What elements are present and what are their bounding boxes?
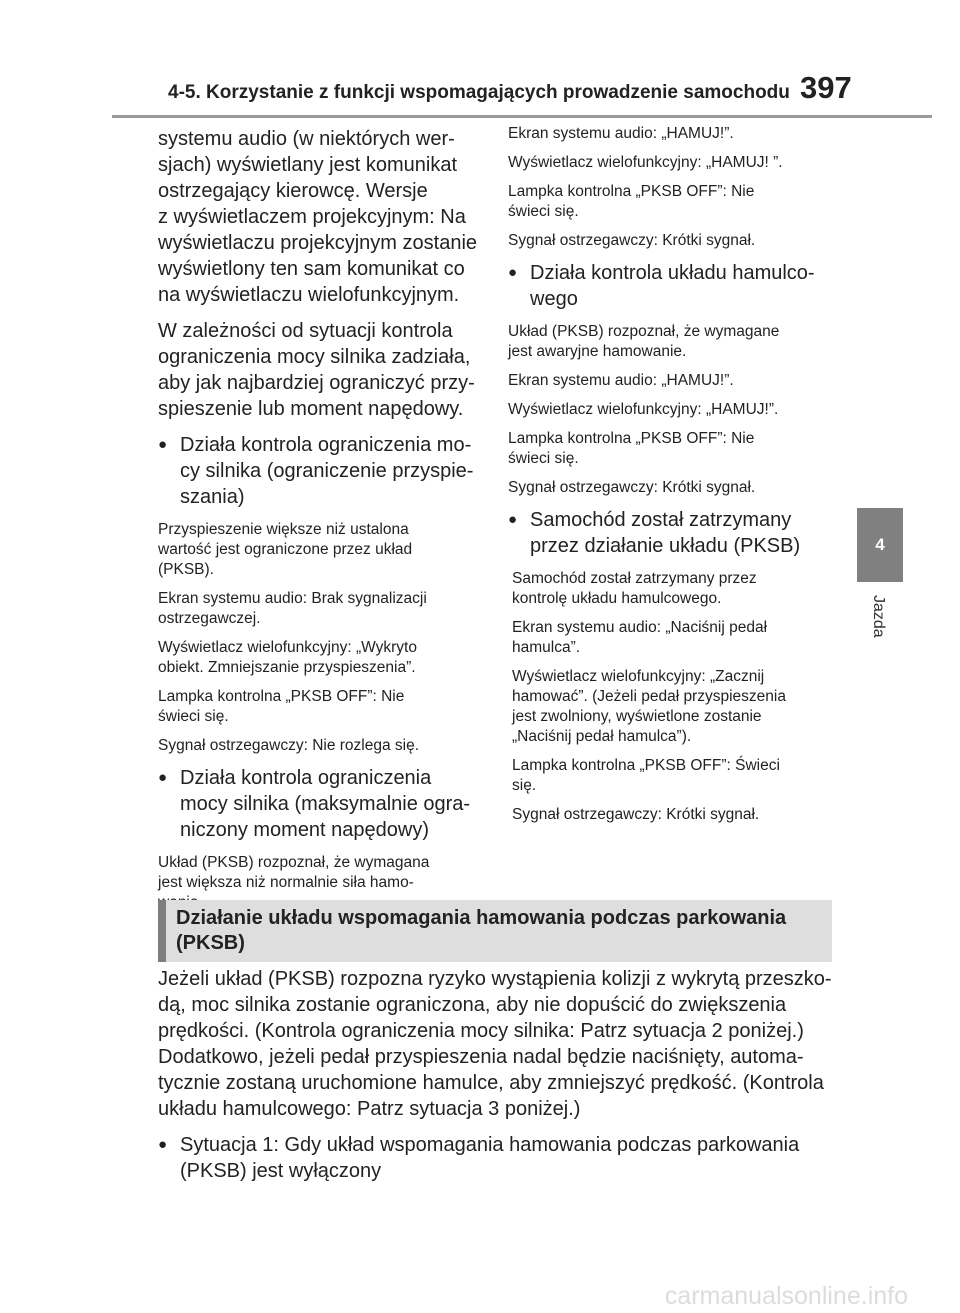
text-line: tycznie zostaną uruchomione hamulce, aby zmniejszyć prędkość. (Kontrola xyxy=(158,1072,824,1094)
text-line: Sygnał ostrzegawczy: Nie rozlega się. xyxy=(158,737,420,754)
text-line: na wyświetlaczu wielofunkcyjnym. xyxy=(158,284,460,306)
bullet-heading xyxy=(508,507,833,559)
text-line: Działanie układu wspomagania hamowania podczas parkowania xyxy=(176,907,787,929)
text-line: W zależności od sytuacji kontrola xyxy=(158,320,453,342)
text-line: Samochód został zatrzymany xyxy=(530,509,792,531)
text-line: hamulca”. xyxy=(512,639,581,656)
text-line: (PKSB) xyxy=(176,932,245,954)
detail-item xyxy=(508,429,833,469)
detail-item xyxy=(512,618,833,658)
text-line: Ekran systemu audio: „HAMUJ!”. xyxy=(508,372,734,389)
text-line: Przyspieszenie większe niż ustalona xyxy=(158,521,409,538)
text-line: Układ (PKSB) rozpoznał, że wymagana xyxy=(158,854,430,871)
text-line: Sygnał ostrzegawczy: Krótki sygnał. xyxy=(508,232,756,249)
text-line: prędkości. (Kontrola ograniczenia mocy silnika: Patrz sytuacja 2 poniżej.) xyxy=(158,1020,804,1042)
detail-list xyxy=(508,124,833,251)
paragraph xyxy=(158,966,838,1122)
text-line: Lampka kontrolna „PKSB OFF”: Nie xyxy=(508,183,755,200)
bullet-dot-icon: ● xyxy=(158,769,168,786)
right-column xyxy=(508,124,833,834)
text-line: Działa kontrola ograniczenia xyxy=(180,767,432,789)
bullet-dot-icon: ● xyxy=(158,436,168,453)
text-line: (PKSB). xyxy=(158,561,214,578)
text-line: wyświetlony ten sam komunikat co xyxy=(158,258,465,280)
paragraph xyxy=(158,126,483,308)
text-line: Działa kontrola ograniczenia mo- xyxy=(180,434,472,456)
text-line: świeci się. xyxy=(508,450,579,467)
text-line: ograniczenia mocy silnika zadziała, xyxy=(158,346,471,368)
text-line: cy silnika (ograniczenie przyspie- xyxy=(180,460,474,482)
bullet-dot-icon: ● xyxy=(508,511,518,528)
text-line: jest większa niż normalnie siła hamo- xyxy=(158,874,414,891)
text-line: jest zwolniony, wyświetlone zostanie xyxy=(512,708,762,725)
text-line: sjach) wyświetlany jest komunikat xyxy=(158,154,457,176)
text-line: ostrzegający kierowcę. Wersje xyxy=(158,180,428,202)
text-line: Układ (PKSB) rozpoznał, że wymagane xyxy=(508,323,780,340)
detail-list xyxy=(508,569,833,825)
watermark: carmanualsonline.info xyxy=(664,1282,908,1310)
text-line: spieszenie lub moment napędowy. xyxy=(158,398,464,420)
detail-item xyxy=(158,736,483,756)
bullet-heading-text xyxy=(530,260,815,312)
text-line: się. xyxy=(512,777,537,794)
text-line: aby jak najbardziej ograniczyć przy- xyxy=(158,372,475,394)
detail-item xyxy=(512,805,833,825)
text-line: mocy silnika (maksymalnie ogra- xyxy=(180,793,471,815)
detail-item xyxy=(158,687,483,727)
bullet-heading-text xyxy=(180,1132,799,1184)
bullet-dot-icon: ● xyxy=(158,1136,168,1153)
text-line: kontrolę układu hamulcowego. xyxy=(512,590,722,607)
detail-item xyxy=(508,478,833,498)
bullet-heading xyxy=(158,765,483,843)
text-line: hamować”. (Jeżeli pedał przyspieszenia xyxy=(512,688,786,705)
bullet-heading xyxy=(158,432,483,510)
detail-item xyxy=(508,231,833,251)
text-line: „Naciśnij pedał hamulca”). xyxy=(512,728,692,745)
bullet-heading-text xyxy=(180,432,473,510)
text-line: Samochód został zatrzymany przez xyxy=(512,570,757,587)
text-line: Wyświetlacz wielofunkcyjny: „HAMUJ! ”. xyxy=(508,154,783,171)
text-line: Ekran systemu audio: Brak sygnalizacji xyxy=(158,590,427,607)
text-line: systemu audio (w niektórych wer- xyxy=(158,128,455,150)
detail-item xyxy=(508,322,833,362)
bullet-dot-icon: ● xyxy=(508,264,518,281)
detail-item xyxy=(508,400,833,420)
text-line: układu hamulcowego: Patrz sytuacja 3 poniżej.) xyxy=(158,1098,581,1120)
detail-item xyxy=(508,124,833,144)
text-line: Działa kontrola układu hamulco- xyxy=(530,262,815,284)
text-line: przez działanie układu (PKSB) xyxy=(530,535,801,557)
detail-item xyxy=(512,667,833,747)
text-line: Ekran systemu audio: „HAMUJ!”. xyxy=(508,125,734,142)
text-line: niczony moment napędowy) xyxy=(180,819,430,841)
detail-item xyxy=(512,756,833,796)
text-line: świeci się. xyxy=(508,203,579,220)
text-line: Wyświetlacz wielofunkcyjny: „Zacznij xyxy=(512,668,765,685)
detail-item xyxy=(158,589,483,629)
text-line: Wyświetlacz wielofunkcyjny: „Wykryto xyxy=(158,639,417,656)
chapter-tab-label: Jazda xyxy=(870,595,887,638)
detail-item xyxy=(508,182,833,222)
bullet-heading-text xyxy=(180,765,470,843)
bullet-heading-text xyxy=(530,507,800,559)
text-line: Lampka kontrolna „PKSB OFF”: Nie xyxy=(158,688,405,705)
text-line: (PKSB) jest wyłączony xyxy=(180,1160,382,1182)
page-number: 397 xyxy=(800,70,852,105)
text-line: Wyświetlacz wielofunkcyjny: „HAMUJ!”. xyxy=(508,401,779,418)
text-line: Sygnał ostrzegawczy: Krótki sygnał. xyxy=(508,479,756,496)
detail-list xyxy=(508,322,833,498)
text-line: jest awaryjne hamowanie. xyxy=(508,343,687,360)
text-line: ostrzegawczej. xyxy=(158,610,261,627)
text-line: dą, moc silnika zostanie ograniczona, aby nie dopuścić do zwiększenia xyxy=(158,994,787,1016)
text-line: Ekran systemu audio: „Naciśnij pedał xyxy=(512,619,768,636)
running-header: 4-5. Korzystanie z funkcji wspomagających prowadzenie samochodu xyxy=(168,82,790,103)
text-line: Jeżeli układ (PKSB) rozpozna ryzyko wystąpienia kolizji z wykrytą przeszko- xyxy=(158,968,832,990)
detail-item xyxy=(158,520,483,580)
text-line: Sytuacja 1: Gdy układ wspomagania hamowania podczas parkowania xyxy=(180,1134,800,1156)
text-line: obiekt. Zmniejszanie przyspieszenia”. xyxy=(158,659,416,676)
text-line: Sygnał ostrzegawczy: Krótki sygnał. xyxy=(512,806,760,823)
left-column xyxy=(158,126,483,922)
detail-item xyxy=(512,569,833,609)
header-divider xyxy=(112,115,932,118)
text-line: Dodatkowo, jeżeli pedał przyspieszenia nadal będzie naciśnięty, automa- xyxy=(158,1046,804,1068)
bullet-heading xyxy=(158,1132,838,1184)
section-body xyxy=(158,966,838,1194)
text-line: Lampka kontrolna „PKSB OFF”: Świeci xyxy=(512,757,780,774)
text-line: wyświetlaczu projekcyjnym zostanie xyxy=(158,232,478,254)
text-line: z wyświetlaczem projekcyjnym: Na xyxy=(158,206,466,228)
text-line: szania) xyxy=(180,486,245,508)
text-line: wego xyxy=(530,288,578,310)
detail-item xyxy=(158,638,483,678)
text-line: Lampka kontrolna „PKSB OFF”: Nie xyxy=(508,430,755,447)
bullet-heading xyxy=(508,260,833,312)
text-line: świeci się. xyxy=(158,708,229,725)
paragraph xyxy=(158,318,483,422)
text-line: wartość jest ograniczone przez układ xyxy=(158,541,413,558)
detail-list xyxy=(158,520,483,756)
detail-item xyxy=(508,371,833,391)
detail-item xyxy=(508,153,833,173)
section-heading xyxy=(158,900,832,962)
chapter-tab-number[interactable]: 4 xyxy=(857,508,903,582)
